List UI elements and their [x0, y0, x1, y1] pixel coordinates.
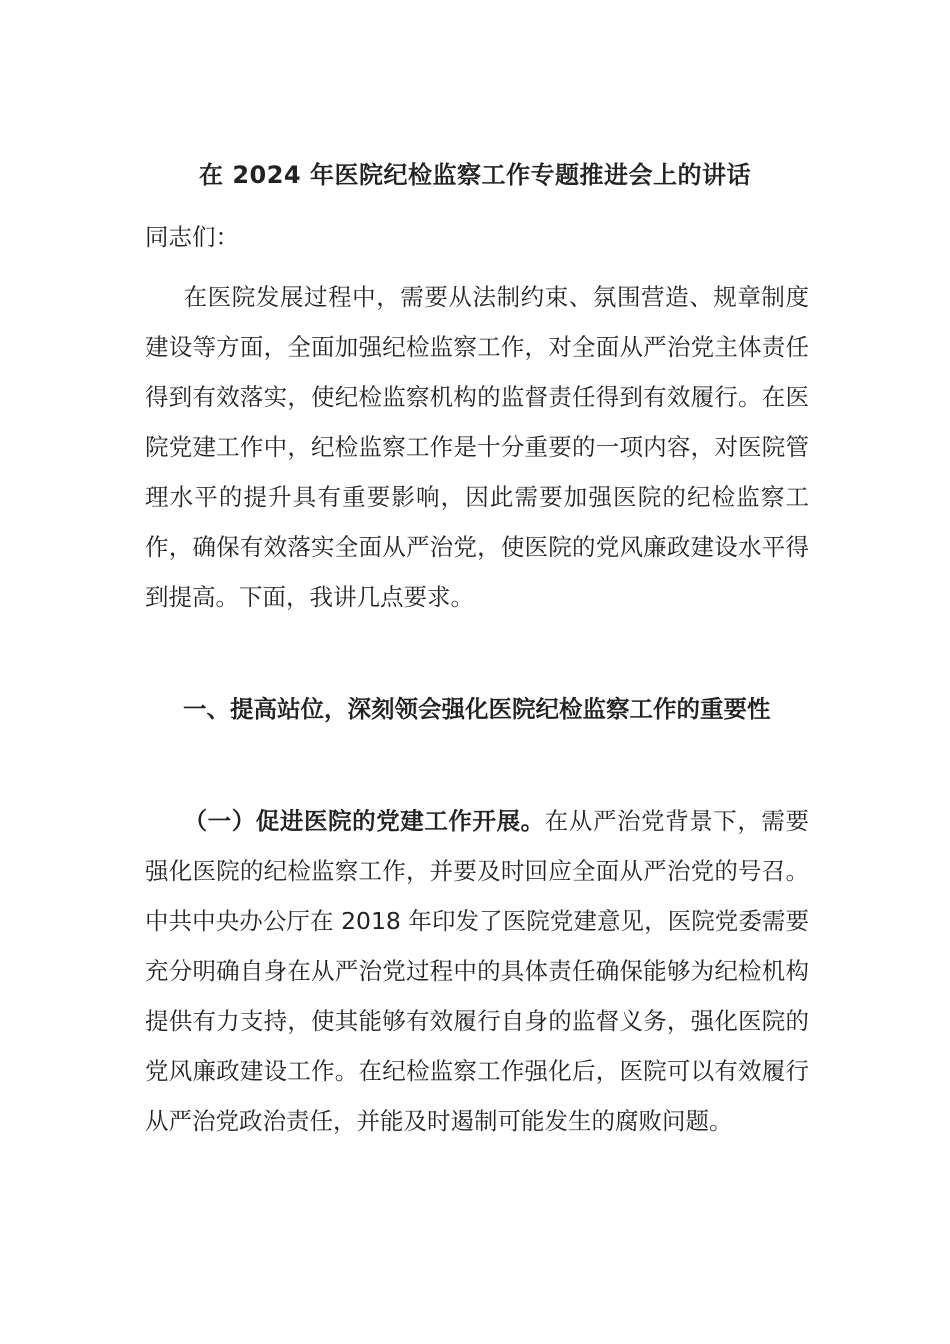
document-title: 在 2024 年医院纪检监察工作专题推进会上的讲话 [198, 161, 751, 189]
paragraph-intro-text: 在医院发展过程中，需要从法制约束、氛围营造、规章制度建设等方面，全面加强纪检监察工作，对全面从严治党主体责任得到有效落实，使纪检监察机构的监督责任得到有效履行。在医院党建工作中，纪检监察工作是十分重要的一项内容，对医院管理水平的提升具有重要影响，因此需要加强医院的纪检监察工作，确保有效落实全面从严治党，使医院的党风廉政建设水平得到提高。下面，我讲几点要求。 [145, 283, 809, 611]
subsection-heading-1: （一）促进医院的党建工作开展。 [183, 807, 545, 835]
subsection-body-1: 在从严治党背景下，需要强化医院的纪检监察工作，并要及时回应全面从严治党的号召。中共中央办公厅在 2018 年印发了医院党建意见，医院党委需要充分明确自身在从严治党过程中的具体责任确保能够为纪检机构提供有力支持，使其能够有效履行自身的监督义务，强化医院的党风廉政建设工作。在纪检监察工作强化后，医院可以有效履行从严治党政治责任，并能及时遏制可能发生的腐败问题。 [145, 807, 810, 1135]
greeting: 同志们： [145, 223, 239, 251]
section-heading-1 [145, 684, 809, 734]
paragraph-intro [145, 272, 809, 622]
subsection-paragraph-1 [145, 796, 809, 1146]
section-heading-1-text: 一、提高站位，深刻领会强化医院纪检监察工作的重要性 [183, 695, 771, 723]
